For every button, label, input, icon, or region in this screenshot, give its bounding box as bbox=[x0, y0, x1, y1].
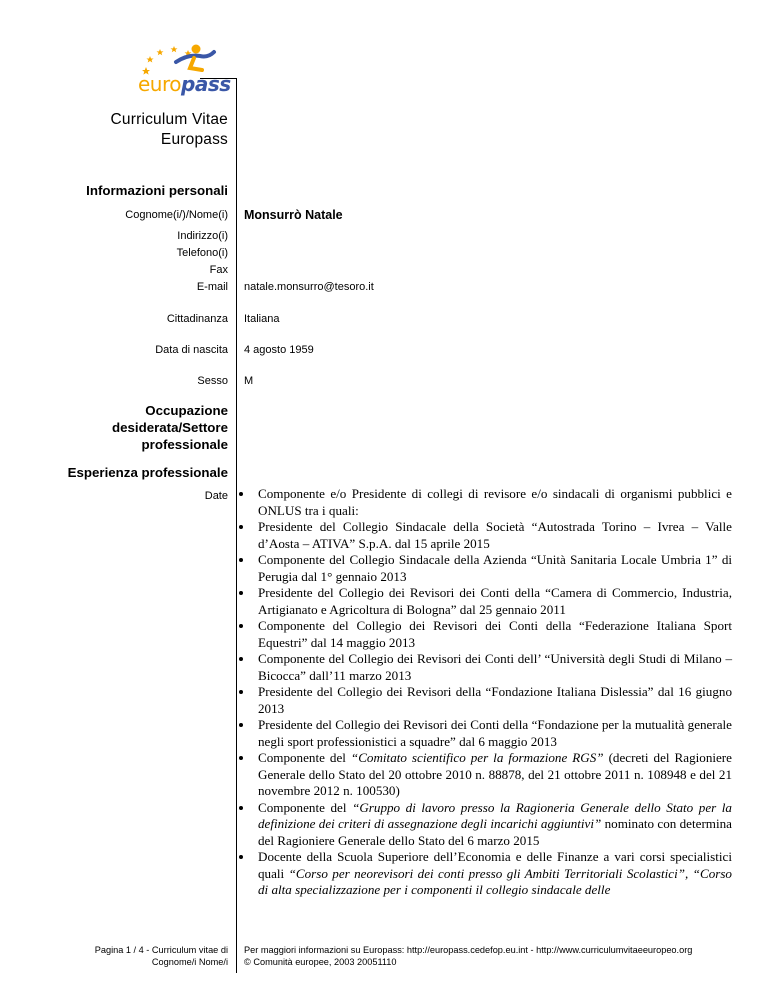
item-emphasis: “Comitato scientifico per la formazione RGS” bbox=[350, 750, 604, 765]
item-text: (decreti del Ragioniere Generale dello Stato del 20 ottobre 2010 n. 88878, del 21 ottobre 2011 n. 108948 e del 21 novembre 2012 n. 100530) bbox=[258, 750, 732, 798]
footer-copyright: © Comunità europee, 2003 20051110 bbox=[244, 957, 397, 967]
sex-label: Sesso bbox=[197, 375, 228, 387]
experience-item: Componente del Collegio dei Revisori dei Conti della “Federazione Italiana Sport Equestri” dal 14 maggio 2013 bbox=[236, 618, 732, 651]
occupation-line1: Occupazione bbox=[145, 403, 228, 418]
birth-date-value: 4 agosto 1959 bbox=[244, 344, 314, 356]
footer-page-info bbox=[95, 944, 228, 968]
item-text: Componente del bbox=[258, 799, 353, 815]
date-label: Date bbox=[204, 490, 228, 502]
occupation-heading bbox=[112, 402, 228, 453]
email-value: natale.monsurro@tesoro.it bbox=[244, 281, 374, 293]
experience-item: Presidente del Collegio dei Revisori dei Conti della “Camera di Commercio, Industria, Artigianato e Agricoltura di Bologna” dal 25 gennaio 2011 bbox=[236, 585, 732, 618]
item-text: Componente del bbox=[258, 750, 351, 765]
footer-info bbox=[244, 944, 692, 968]
occupation-line3: professionale bbox=[141, 437, 228, 452]
sex-value: M bbox=[244, 375, 254, 387]
figure-icon bbox=[176, 45, 214, 71]
experience-item: Presidente del Collegio dei Revisori della “Fondazione Italiana Dislessia” dal 16 giugno 2013 bbox=[236, 684, 732, 717]
cv-title bbox=[111, 110, 228, 150]
item-emphasis: “Gruppo di lavoro presso la Ragioneria Generale dello Stato per la definizione dei criteri di assegnazione degli incarichi aggiuntivi” bbox=[258, 799, 732, 831]
address-label: Indirizzo(i) bbox=[177, 230, 228, 242]
experience-item bbox=[236, 750, 732, 800]
occupation-line2: desiderata/Settore bbox=[111, 420, 228, 435]
experience-item: Presidente del Collegio dei Revisori dei Conti della “Fondazione per la mutualità generale negli sport professionistici a squadre” dal 6 maggio 2013 bbox=[236, 717, 732, 750]
experience-item: Componente del Collegio dei Revisori dei Conti dell’ “Università degli Studi di Milano – Bicocca” dall’11 marzo 2013 bbox=[236, 651, 732, 684]
experience-item: Componente e/o Presidente di collegi di revisore e/o sindacali di organismi pubblici e ONLUS tra i quali: bbox=[236, 486, 732, 519]
cv-title-line1: Curriculum Vitae bbox=[110, 111, 228, 128]
experience-item: Componente del Collegio Sindacale della Azienda “Unità Sanitaria Locale Umbria 1” di Perugia dal 1° gennaio 2013 bbox=[236, 552, 732, 585]
name-value: Monsurrò Natale bbox=[244, 208, 343, 222]
citizenship-value: Italiana bbox=[244, 313, 280, 325]
cv-title-line2: Europass bbox=[160, 131, 228, 148]
experience-list bbox=[236, 486, 732, 899]
citizenship-label: Cittadinanza bbox=[166, 313, 228, 325]
name-label: Cognome(i/)/Nome(i) bbox=[125, 209, 228, 221]
experience-heading: Esperienza professionale bbox=[67, 465, 228, 480]
europass-wordmark bbox=[138, 72, 231, 96]
footer-page-line1: Pagina 1 / 4 - Curriculum vitae di bbox=[94, 945, 228, 955]
phone-label: Telefono(i) bbox=[176, 247, 228, 259]
footer-links: Per maggiori informazioni su Europass: http://europass.cedefop.eu.int - http://www.curriculumvitaeeuropeo.org bbox=[244, 945, 693, 955]
wordmark-euro: euro bbox=[138, 72, 181, 96]
experience-item bbox=[236, 800, 732, 850]
footer-page-line2: Cognome/i Nome/i bbox=[151, 957, 228, 967]
item-emphasis: “Corso per neorevisori dei conti presso gli Ambiti Territoriali Scolastici”, “Corso di alta specializzazione per i componenti il collegio sindacale delle bbox=[258, 865, 732, 897]
wordmark-pass: pass bbox=[181, 72, 231, 96]
personal-info-heading: Informazioni personali bbox=[86, 183, 228, 198]
experience-item bbox=[236, 849, 732, 899]
item-text: Docente della Scuola Superiore dell’Economia e delle Finanze a vari corsi specialistici quali bbox=[258, 849, 732, 881]
item-text: nominato con determina del Ragioniere Generale dello Stato del 6 marzo 2015 bbox=[258, 816, 732, 848]
fax-label: Fax bbox=[209, 264, 228, 276]
experience-item: Presidente del Collegio Sindacale della Società “Autostrada Torino – Ivrea – Valle d’Aosta – ATIVA” S.p.A. dal 15 aprile 2015 bbox=[236, 519, 732, 552]
email-label: E-mail bbox=[196, 281, 228, 293]
birth-date-label: Data di nascita bbox=[155, 344, 228, 356]
stars-icon bbox=[142, 46, 192, 75]
